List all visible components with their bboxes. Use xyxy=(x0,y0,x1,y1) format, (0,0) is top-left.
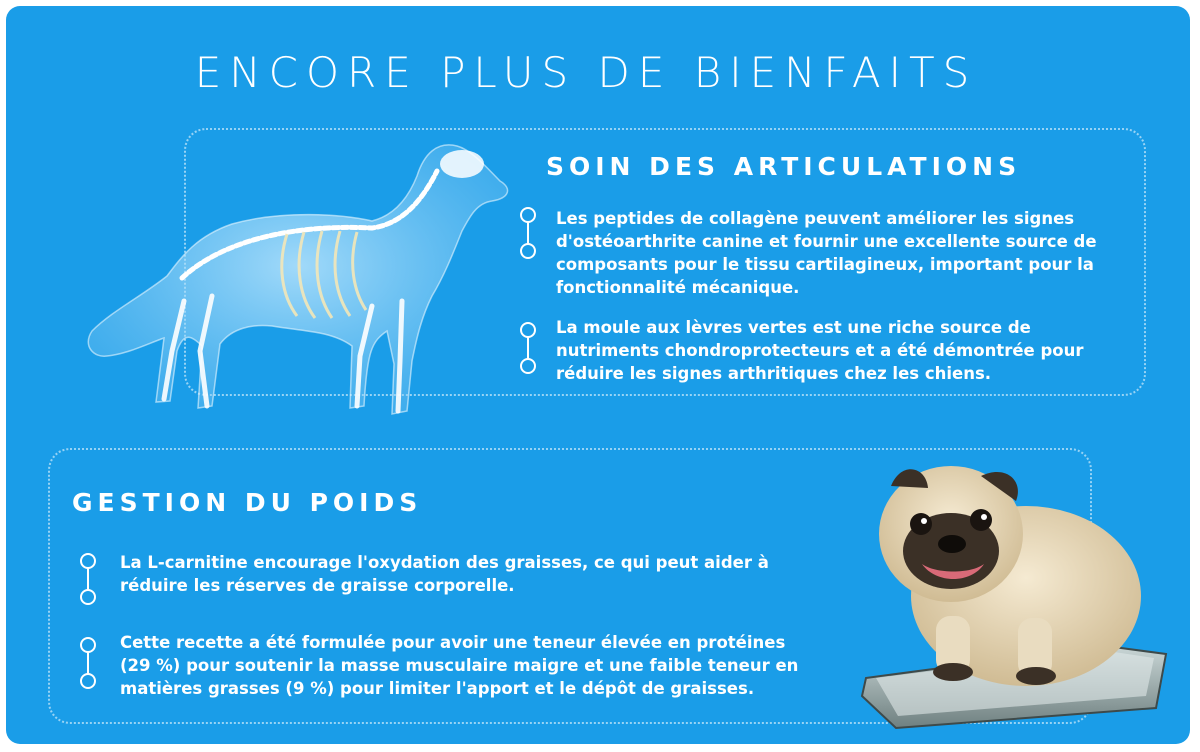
infographic-panel xyxy=(6,6,1190,744)
joint-bullet-collagen: Les peptides de collagène peuvent améliorer les signes d'ostéoarthrite canine et fournir une excellente source de composants pour le tissu cartilagineux, important pour la fonctionnalité mécanique. xyxy=(556,209,1097,297)
joint-care-title: SOIN DES ARTICULATIONS xyxy=(546,152,1022,181)
joint-bullet-mussel: La moule aux lèvres vertes est une riche source de nutriments chondroprotecteurs et a été démontrée pour réduire les signes arthritiques chez les chiens. xyxy=(556,318,1084,383)
weight-bullet-protein: Cette recette a été formulée pour avoir une teneur élevée en protéines (29 %) pour soutenir la masse musculaire maigre et une faible teneur en matières grasses (9 %) pour limiter l'apport et le dépôt de graisses. xyxy=(120,633,799,698)
circle-connector-icon xyxy=(518,206,538,260)
dog-skeleton-illustration xyxy=(72,106,522,436)
pug-on-scale-photo xyxy=(856,446,1176,736)
circle-connector-icon xyxy=(518,321,538,375)
weight-title: GESTION DU POIDS xyxy=(72,488,423,517)
page-title: ENCORE PLUS DE BIENFAITS xyxy=(194,48,978,97)
circle-connector-icon xyxy=(78,552,98,606)
circle-connector-icon xyxy=(78,636,98,690)
weight-bullet-carnitine: La L-carnitine encourage l'oxydation des graisses, ce qui peut aider à réduire les réserves de graisse corporelle. xyxy=(120,553,769,595)
